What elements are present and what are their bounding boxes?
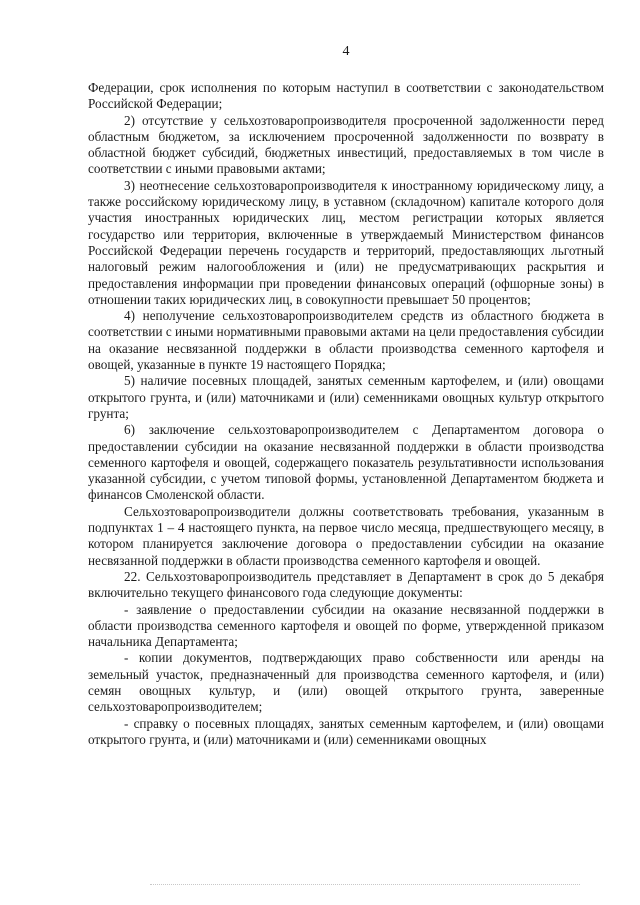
paragraph-continuation: Федерации, срок исполнения по которым наступил в соответствии с законодательством Российской Федерации; (88, 80, 604, 112)
paragraph-item-4: 4) неполучение сельхозтоваропроизводителем средств из областного бюджета в соответствии с иными нормативными правовыми актами на цели предоставления субсидии на оказание несвязанной поддержки в области производства семенного картофеля и овощей, указанные в пункте 19 настоящего Порядка; (88, 308, 604, 373)
paragraph-item-3: 3) неотнесение сельхозтоваропроизводителя к иностранному юридическому лицу, а также российскому юридическому лицу, в уставном (складочном) капитале которого доля участия иностранных юридических лиц, местом регистрации которых является государство или территория, включенные в утверждаемый Министерством финансов Российской Федерации перечень государств и территорий, предоставляющих льготный налоговый режим налогообложения и (или) не предусматривающих раскрытия и предоставления информации при проведении финансовых операций (офшорные зоны) в отношении таких юридических лиц, в совокупности превышает 50 процентов; (88, 177, 604, 307)
paragraph-requirements-note: Сельхозтоваропроизводители должны соответствовать требования, указанным в подпунктах 1 – 4 настоящего пункта, на первое число месяца, предшествующего месяцу, в котором планируется заключение договора о предоставлении субсидии на оказание несвязанной поддержки в области производства семенного картофеля и овощей. (88, 503, 604, 568)
paragraph-doc-area-certificate: - справку о посевных площадях, занятых семенным картофелем, и (или) овощами открытого грунта, и (или) маточниками и (или) семенниками овощных (88, 715, 604, 747)
paragraph-item-5: 5) наличие посевных площадей, занятых семенным картофелем, и (или) овощами открытого грунта, и (или) маточниками и (или) семенниками овощных культур открытого грунта; (88, 373, 604, 421)
scan-artifact-line (150, 884, 580, 887)
paragraph-item-2: 2) отсутствие у сельхозтоваропроизводителя просроченной задолженности перед областным бюджетом, за исключением просроченной задолженности по возврату в областной бюджет субсидий, бюджетных инвестиций, предоставляемых в том числе в соответствии с иными правовыми актами; (88, 112, 604, 177)
page-number: 4 (342, 44, 350, 59)
paragraph-doc-land-copies: - копии документов, подтверждающих право собственности или аренды на земельный участок, предназначенный для производства семенного картофеля, и (или) семян овощных культур, и (или) овощей открытого грунта, заверенные сельхозтоваропроизводителем; (88, 650, 604, 715)
paragraph-item-6: 6) заключение сельхозтоваропроизводителем с Департаментом договора о предоставлении субсидии на оказание несвязанной поддержки в области производства семенного картофеля и овощей, содержащего показатель результативности использования указанной субсидии, с учетом типовой формы, установленной Департаментом бюджета и финансов Смоленской области. (88, 422, 604, 503)
paragraph-doc-application: - заявление о предоставлении субсидии на оказание несвязанной поддержки в области производства семенного картофеля и овощей по форме, утвержденной приказом начальника Департамента; (88, 601, 604, 650)
paragraph-clause-22: 22. Сельхозтоваропроизводитель представляет в Департамент в срок до 5 декабря включительно текущего финансового года следующие документы: (88, 568, 604, 601)
